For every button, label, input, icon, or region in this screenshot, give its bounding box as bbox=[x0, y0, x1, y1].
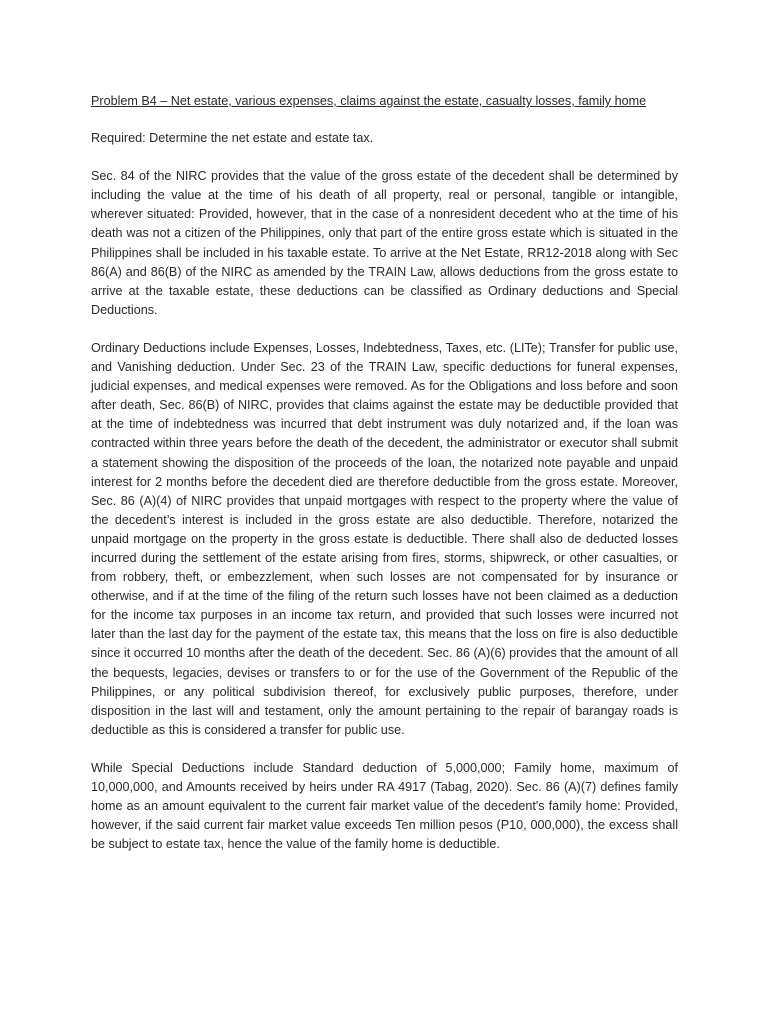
required-line: Required: Determine the net estate and estate tax. bbox=[91, 131, 374, 146]
document-body bbox=[91, 92, 678, 873]
problem-title: Problem B4 – Net estate, various expenses, claims against the estate, casualty losses, family home bbox=[91, 94, 647, 108]
paragraph-ordinary-deductions: Ordinary Deductions include Expenses, Losses, Indebtedness, Taxes, etc. (LITe); Transfer for public use, and Vanishing deduction. Under Sec. 23 of the TRAIN Law, specific deductions for funeral expenses, judicial expenses, and medical expenses were removed. As for the Obligations and loss before and soon after death, Sec. 86(B) of NIRC, provides that claims against the estate may be deductible provided that at the time of indebtedness was incurred that debt instrument was duly notarized and, if the loan was contracted within three years before the death of the decedent, the administrator or executor shall submit a statement showing the disposition of the proceeds of the loan, the notarized note payable and unpaid interest for 2 months before the decedent died are therefore deductible from the gross estate. Moreover, Sec. 86 (A)(4) of NIRC provides that unpaid mortgages with respect to the property where the value of the decedent’s interest is included in the gross estate are also deductible. Therefore, notarized the unpaid mortgage on the property in the gross estate is deductible. There shall also de deducted losses incurred during the settlement of the estate arising from fires, storms, shipwreck, or other casualties, or from robbery, theft, or embezzlement, when such losses are not compensated for by insurance or otherwise, and if at the time of the filing of the return such losses have not been claimed as a deduction for the income tax purposes in an income tax return, and provided that such losses were incurred not later than the last day for the payment of the estate tax, this means that the loss on fire is also deductible since it occurred 10 months after the death of the decedent. Sec. 86 (A)(6) provides that the amount of all the bequests, legacies, devises or transfers to or for the use of the Government of the Republic of the Philippines, or any political subdivision thereof, for exclusively public purposes, therefore, under disposition in the last will and testament, only the amount pertaining to the repair of barangay roads is deductible as this is considered a transfer for public use. bbox=[91, 340, 678, 737]
paragraph-special-deductions: While Special Deductions include Standard deduction of 5,000,000; Family home, maximum of 10,000,000, and Amounts received by heirs under RA 4917 (Tabag, 2020). Sec. 86 (A)(7) defines family home as an amount equivalent to the current fair market value of the decedent's family home: Provided, however, if the said current fair market value exceeds Ten million pesos (P10, 000,000), the excess shall be subject to estate tax, hence the value of the family home is deductible. bbox=[91, 760, 678, 852]
paragraph-gross-estate: Sec. 84 of the NIRC provides that the value of the gross estate of the decedent shall be determined by including the value at the time of his death of all property, real or personal, tangible or intangible, wherever situated: Provided, however, that in the case of a nonresident decedent who at the time of his death was not a citizen of the Philippines, only that part of the entire gross estate which is situated in the Philippines shall be included in his taxable estate. To arrive at the Net Estate, RR12-2018 along with Sec 86(A) and 86(B) of the NIRC as amended by the TRAIN Law, allows deductions from the gross estate to arrive at the taxable estate, these deductions can be classified as Ordinary deductions and Special Deductions. bbox=[91, 169, 678, 317]
